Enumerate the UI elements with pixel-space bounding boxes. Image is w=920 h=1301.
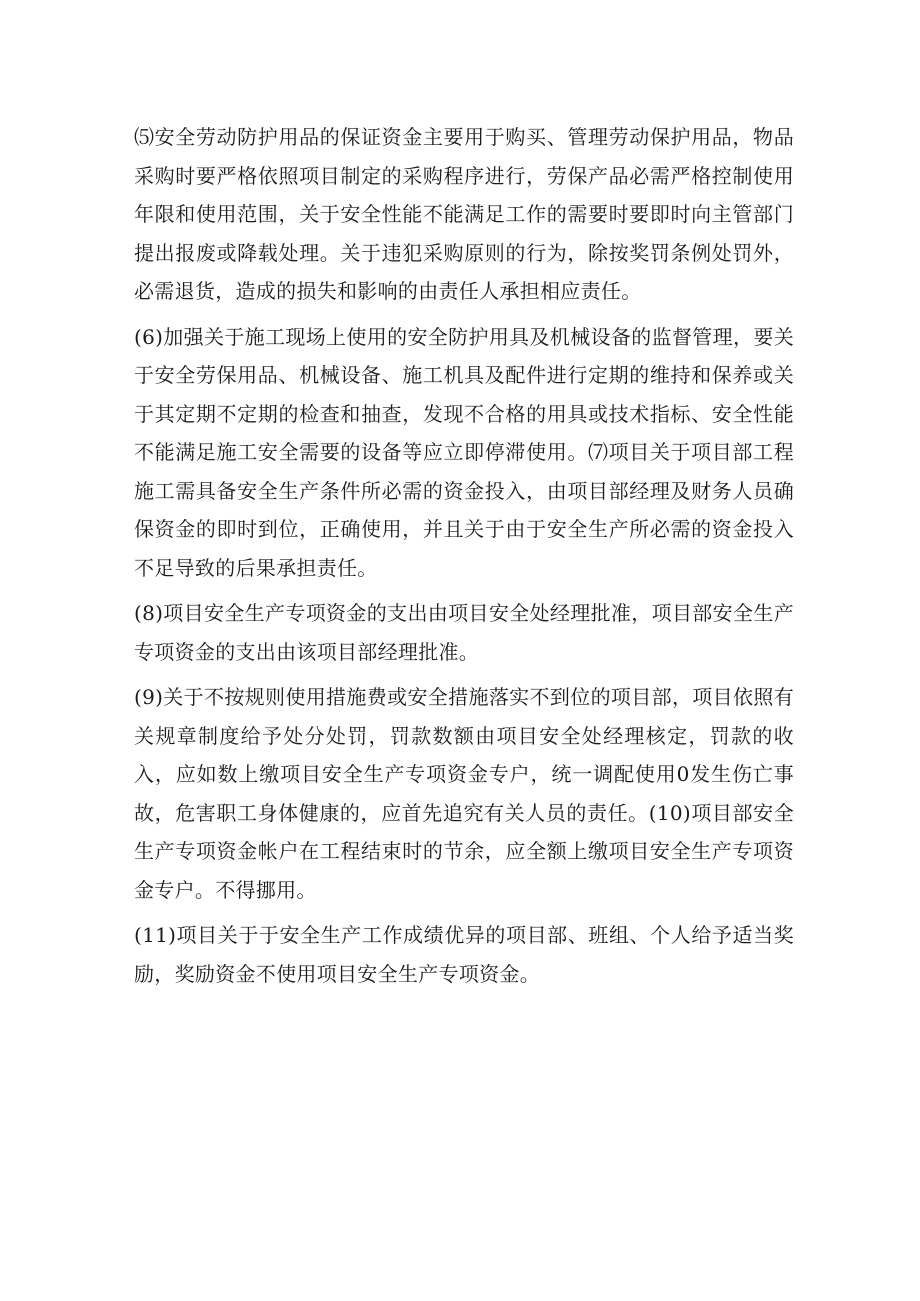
document-body (134, 118, 794, 1000)
paragraph-6-7: (6)加强关于施工现场上使用的安全防护用具及机械设备的监督管理，要关于安全劳保用品、机械设备、施工机具及配件进行定期的维持和保养或关于其定期不定期的检查和抽查，发现不合格的用具或技术指标、安全性能不能满足施工安全需要的设备等应立即停滞使用。⑺项目关于项目部工程施工需具备安全生产条件所必需的资金投入，由项目部经理及财务人员确保资金的即时到位，正确使用，并且关于由于安全生产所必需的资金投入不足导致的后果承担责任。 (134, 324, 794, 580)
paragraph-11: (11)项目关于于安全生产工作成绩优异的项目部、班组、个人给予适当奖励，奖励资金不使用项目安全生产专项资金。 (134, 923, 794, 986)
paragraph-5: ⑸安全劳动防护用品的保证资金主要用于购买、管理劳动保护用品，物品采购时要严格依照项目制定的采购程序进行，劳保产品必需严格控制使用年限和使用范围，关于安全性能不能满足工作的需要时要即时向主管部门提出报废或降载处理。关于违犯采购原则的行为，除按奖罚条例处罚外，必需退货，造成的损失和影响的由责任人承担相应责任。 (134, 125, 794, 303)
paragraph-9-10: (9)关于不按规则使用措施费或安全措施落实不到位的项目部，项目依照有关规章制度给予处分处罚，罚款数额由项目安全处经理核定，罚款的收入，应如数上缴项目安全生产专项资金专户，统一调配使用0发生伤亡事故，危害职工身体健康的，应首先追究有关人员的责任。(10)项目部安全生产专项资金帐户在工程结束时的节余，应全额上缴项目安全生产专项资金专户。不得挪用。 (134, 685, 794, 902)
paragraph-8: (8)项目安全生产专项资金的支出由项目安全处经理批准，项目部安全生产专项资金的支出由该项目部经理批准。 (134, 601, 794, 664)
